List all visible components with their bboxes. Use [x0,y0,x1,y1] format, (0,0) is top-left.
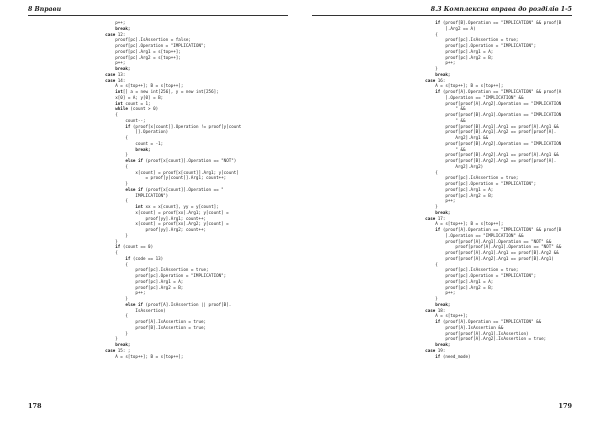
code-indent [405,72,435,77]
code-text: { [125,163,128,169]
code-text: (code == 13) [130,255,164,261]
code-text: proof[pc].Operation = "IMPLICATION"; [445,181,537,186]
code-indent [85,175,135,180]
code-text: p++; [445,198,456,204]
code-indent [405,60,445,65]
code-indent [85,170,135,175]
code-indent [405,78,425,83]
code-indent [405,124,445,129]
code-indent [405,152,445,157]
code-indent [85,72,105,77]
code-indent [405,26,435,31]
code-text: 16: [435,77,446,83]
code-indent [85,129,125,134]
code-indent [405,342,435,347]
code-keyword: if [435,227,441,232]
code-indent [405,101,445,106]
code-text: p++; [115,20,126,25]
code-indent [405,187,445,192]
code-text: proof[proof[A].Arg1].Operation == "NOT" && [445,244,562,250]
code-keyword: case [105,31,116,37]
code-indent [405,267,445,272]
code-text: proof[pc].Operation = "IMPLICATION"; [445,43,537,48]
code-indent [405,221,435,226]
code-keyword: if [435,319,441,324]
code-indent [85,348,105,353]
code-text: } [125,296,128,301]
code-text: } [125,181,128,186]
code-text: proof[proof[B].Arg2].Arg1 == proof[A].Arg1 && [445,152,559,158]
code-text: p++; [115,60,126,66]
code-indent [405,285,445,290]
code-text: proof[proof[A].Arg2].Arg1 == proof[B].Arg1) [445,255,554,261]
code-text: } [125,232,128,238]
code-indent [85,101,115,106]
code-indent [405,181,445,186]
code-indent [85,141,135,146]
code-keyword: if [125,255,131,261]
code-text: } [435,204,438,209]
code-text: proof[pc].Arg1 = A; [445,278,494,284]
code-text: proof[pc].Arg1 = A; [445,48,494,54]
code-text: 14: [115,77,126,83]
code-text: { [125,135,128,140]
code-indent [85,152,125,157]
code-indent [85,273,135,278]
code-keyword: case [105,77,116,83]
code-text: 15: ; [115,347,131,353]
code-text: IsAssertion) [125,307,166,313]
code-indent [405,175,445,180]
code-text: proof[pc].Arg1 = A; [135,278,184,284]
right-page [300,0,600,424]
code-keyword: break; [435,301,451,307]
code-indent [405,112,445,117]
code-indent [85,20,115,25]
running-header: 8 Вправи [28,6,62,13]
code-indent [405,55,445,60]
code-indent [405,95,435,100]
code-indent [405,32,435,37]
code-indent [405,233,435,238]
code-text: proof[A].IsAssertion = true; [135,319,207,324]
code-keyword: break; [115,342,131,347]
code-keyword: break; [435,342,451,347]
code-text: 18: [435,307,446,313]
code-indent [85,319,135,324]
code-keyword: while [115,106,128,112]
code-indent [405,204,435,209]
code-indent [405,147,445,152]
code-indent [85,354,115,359]
code-text: proof[proof[B].Arg1].Arg2 == proof[proof[A]. [445,129,557,135]
code-indent [85,308,125,313]
code-listing [85,20,241,359]
code-text: proof[proof[B].Arg2].Operation == "IMPLICATION [445,140,562,146]
code-indent [85,210,135,215]
page-number: 178 [28,402,42,410]
code-indent [85,147,135,152]
code-indent [405,89,435,94]
code-text: A = s[top++]; B = s[top++]; [115,83,184,89]
code-indent [405,158,445,163]
code-indent [405,141,445,146]
code-indent [405,227,435,232]
code-text: xx = x[count], yy = y[count]; [143,204,219,209]
code-text: (proof[A].Operation == "IMPLICATION" && [440,319,542,324]
code-indent [405,296,435,301]
code-indent [405,66,435,71]
code-indent [85,233,125,238]
code-indent [405,354,435,359]
code-text: (proof[x[count]].Operation == " [143,186,224,192]
code-text: { [115,250,118,255]
code-text: Arg2].Arg1 && [445,135,489,140]
code-indent [85,83,115,88]
code-indent [405,170,435,175]
code-keyword: int [115,89,123,94]
code-indent [405,279,445,284]
code-indent [405,164,445,169]
code-text: { [125,198,128,204]
code-text: } [125,330,128,336]
code-indent [405,210,435,215]
code-keyword: if [125,123,131,129]
code-text: proof[pc].Arg1 = s[top++]; [115,48,181,54]
code-text: proof[pc].Operation = "IMPLICATION"; [135,273,227,278]
code-indent [85,78,105,83]
code-text: A = s[top++]; B = s[top++]; [435,221,504,227]
code-text: proof[proof[B].Arg1].Arg1 == proof[A].Arg1 && [445,123,559,129]
code-indent [85,256,125,261]
code-indent [405,256,445,261]
code-keyword: if [115,244,121,250]
code-indent [85,89,115,94]
code-text: proof[pc].IsAssertion = true; [445,37,519,43]
code-indent [405,325,445,330]
code-keyword: break; [115,66,131,71]
code-indent [405,83,435,88]
code-text: (need_mode) [440,353,471,359]
code-text: proof[proof[B].Arg1].Operation == "IMPLICATION [445,112,562,117]
code-text: IMPLICATION") [125,192,169,198]
code-indent [85,198,125,203]
code-indent [405,302,435,307]
code-indent [85,313,125,318]
code-text: proof[pc].Arg2 = B; [445,284,494,290]
code-text: (proof[B].Operation == "IMPLICATION" && proof[B [440,20,562,25]
code-indent [85,250,115,255]
code-text: { [435,169,438,175]
code-text: } [435,66,438,71]
running-header: 8.3 Комплексна вправа до розділів 1-5 [430,6,572,13]
code-indent [405,129,445,134]
code-text: x[0] = A; y[0] = B; [115,94,164,100]
code-keyword: case [425,347,436,353]
code-text: p++; [445,290,456,296]
code-text: proof[yy].Arg1; count++; [135,215,207,221]
code-keyword: else if [125,158,143,163]
code-indent [405,313,435,318]
code-indent [85,296,125,301]
code-text: count = -1; [135,140,164,146]
code-indent [85,43,115,48]
code-indent [85,342,115,347]
code-text: { [115,112,118,117]
code-text: { [125,313,128,319]
code-indent [85,32,105,37]
code-indent [405,135,445,140]
code-text: A = s[top++]; [435,313,469,319]
header-rule [28,15,288,16]
code-indent [405,20,435,25]
code-text: count = 1; [122,100,151,106]
code-text: ].Arg2 == A) [435,25,476,31]
code-text: } [115,238,118,244]
code-indent [85,164,125,169]
code-indent [405,250,445,255]
code-indent [85,267,135,272]
code-indent [85,325,135,330]
code-text: proof[proof[A].Arg2].IsAssertion = true; [445,336,547,342]
code-text: proof[pc].Arg2 = B; [445,192,494,198]
code-indent [85,118,125,123]
code-indent [405,273,445,278]
code-text: proof[yy].Arg2; count++; [135,227,207,232]
code-indent [85,285,135,290]
code-text: " && [445,117,466,123]
code-text: (proof[x[count]].Operation != proof[y[count [130,123,242,129]
code-indent [405,118,445,123]
code-indent [85,66,115,71]
code-indent [85,37,115,42]
code-indent [85,227,135,232]
code-text: proof[pc].IsAssertion = true; [445,175,519,181]
code-text: proof[pc].IsAssertion = true; [135,267,209,273]
code-indent [85,331,125,336]
code-indent [85,204,135,209]
code-indent [405,193,445,198]
code-text: (proof[A].Operation == "IMPLICATION" && proof[A [440,89,562,94]
code-keyword: if [435,353,441,359]
code-text: proof[pc].Operation = "IMPLICATION"; [115,43,207,48]
code-text: proof[pc].Arg2 = B; [445,54,494,60]
code-indent [85,302,125,307]
code-keyword: if [435,20,441,25]
code-text: ].Operation == "IMPLICATION" && [435,232,524,238]
code-text: proof[proof[A].Arg2].Operation == "IMPLICATION [445,100,562,106]
code-listing [405,20,561,359]
code-text: " && [445,106,466,112]
code-text: proof[proof[A].Arg1].IsAssertion) [445,330,529,336]
code-keyword: case [425,77,436,83]
code-text: proof[pc].Operation = "IMPLICATION"; [445,273,537,278]
code-indent [405,198,445,203]
code-text: 19: [435,347,446,353]
code-text: proof[pc].Arg2 = B; [135,284,184,290]
code-indent [405,49,445,54]
code-indent [405,308,425,313]
code-indent [85,244,115,249]
code-indent [85,181,125,186]
header-rule [312,15,572,16]
code-text: } [115,336,118,342]
code-text: x[count] = proof[xx].Arg2; y[count] = [135,221,229,227]
code-keyword: case [425,307,436,313]
code-text: } [125,152,128,158]
code-keyword: break; [435,209,451,215]
code-text: x[count] = proof[x[count]].Arg1; y[count] [135,169,239,175]
code-text: proof[proof[B].Arg2].Arg2 == proof[proof[A]. [445,158,557,163]
code-text: 13: [115,71,126,77]
code-indent [405,319,435,324]
code-indent [85,239,115,244]
code-text: proof[proof[A].Arg1].Arg1 == proof[B].Arg2 && [445,250,559,255]
code-text: p++; [445,60,456,66]
code-keyword: else if [125,186,143,192]
code-text: proof[A].IsAssertion && [445,324,504,330]
code-text: (proof[A].Operation == "IMPLICATION" && proof[B [440,227,562,232]
code-indent [85,187,125,192]
code-indent [405,216,425,221]
code-indent [85,290,135,295]
code-indent [405,239,445,244]
code-keyword: break; [115,25,131,31]
code-indent [85,60,115,65]
code-text: ].Operation == "IMPLICATION" && [435,94,524,100]
code-indent [85,193,125,198]
code-indent [85,216,135,221]
code-text: (proof[A].IsAssertion || proof[B]. [143,301,232,307]
code-text: x[count] = proof[xx].Arg1; y[count] = [135,209,229,215]
code-keyword: if [435,89,441,94]
code-line [85,354,241,360]
code-text: 17: [435,215,446,221]
code-text: proof[pc].Arg1 = A; [445,186,494,192]
code-indent [405,262,435,267]
code-indent [85,124,125,129]
code-text: (count > 0) [127,106,159,112]
code-text: A = s[top++]; B = s[top++]; [435,83,504,89]
code-indent [405,331,445,336]
code-text: proof[pc].IsAssertion = true; [445,267,519,273]
code-indent [85,26,115,31]
code-text: { [435,31,438,37]
code-indent [405,43,445,48]
code-text: count--; [125,117,146,123]
code-indent [85,95,115,100]
code-indent [85,106,115,111]
code-text: (proof[x[count]].Operation == "NOT") [143,158,237,163]
code-keyword: int [115,100,123,106]
code-text: { [125,261,128,267]
page-number: 179 [558,402,572,410]
code-text: proof[proof[A].Arg1].Operation == "NOT" && [445,238,552,244]
code-text: { [435,261,438,267]
code-text: [] a = new int[256], y = new int[256]; [122,89,219,94]
code-keyword: int [135,204,143,209]
code-text: proof[B].IsAssertion = true; [135,324,207,330]
code-indent [85,135,125,140]
code-indent [405,348,425,353]
code-indent [85,221,135,226]
code-indent [405,244,445,249]
code-keyword: case [105,347,116,353]
code-text: = proof[y[count]].Arg1; count++; [135,175,227,181]
code-keyword: case [105,71,116,77]
code-keyword: else if [125,301,143,307]
code-text: Arg2].Arg2) [445,163,484,169]
code-text: " && [445,146,466,152]
code-indent [85,49,115,54]
code-indent [85,112,115,117]
code-indent [85,336,115,341]
code-indent [405,106,445,111]
code-indent [405,37,445,42]
code-text: } [435,296,438,301]
code-text: 12: [115,31,126,37]
code-indent [405,336,445,341]
code-text: (count == 0) [120,244,154,250]
code-text: ]].Operation) [125,129,169,135]
code-text: A = s[top++]; B = s[top++]; [115,353,184,359]
code-keyword: case [425,215,436,221]
code-text: proof[pc].IsAssertion = false; [115,37,191,43]
code-indent [405,290,445,295]
code-keyword: break; [135,146,151,152]
code-indent [85,279,135,284]
code-keyword: break; [435,71,451,77]
code-text: p++; [135,290,146,296]
code-indent [85,158,125,163]
code-line [405,354,561,360]
code-indent [85,55,115,60]
code-indent [85,262,125,267]
code-text: proof[pc].Arg2 = s[top++]; [115,54,181,60]
